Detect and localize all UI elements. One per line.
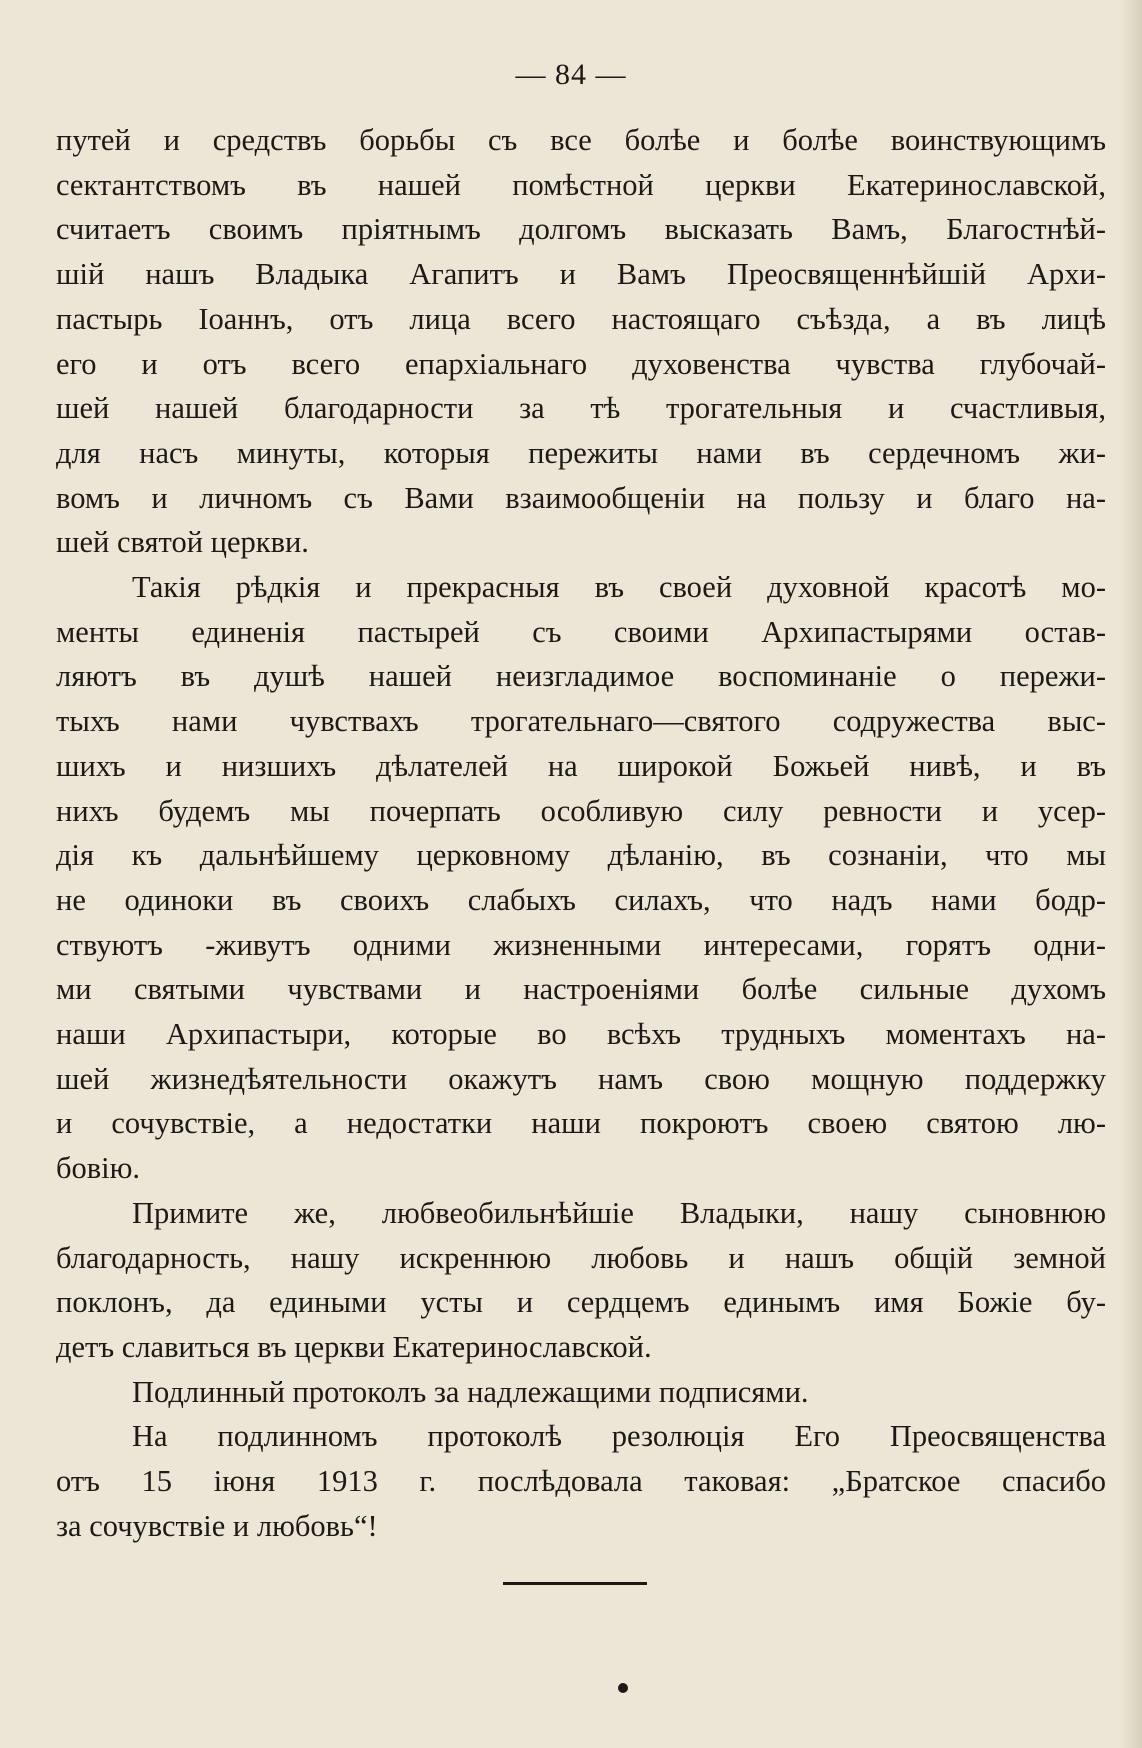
text-line: поклонъ, да едиными усты и сердцемъ единымъ имя Божіе бу-: [56, 1285, 1106, 1320]
text-line: и сочувствіе, а недостатки наши покроютъ своею святою лю-: [56, 1106, 1106, 1141]
text-line: детъ славиться въ церкви Екатеринославской.: [56, 1329, 652, 1364]
text-line: На подлинномъ протоколѣ резолюція Его Преосвященства: [132, 1419, 1106, 1454]
text-line: для насъ минуты, которыя пережиты нами въ сердечномъ жи-: [56, 435, 1106, 470]
text-line: его и отъ всего епархіальнаго духовенства чувства глубочай-: [56, 346, 1106, 381]
ornament-dot: [618, 1683, 628, 1693]
text-line: сектантствомъ въ нашей помѣстной церкви Екатеринославской,: [56, 167, 1106, 202]
text-line: шей жизнедѣятельности окажутъ намъ свою мощную поддержку: [56, 1061, 1106, 1096]
text-line: не одиноки въ своихъ слабыхъ силахъ, что надъ нами бодр-: [56, 882, 1106, 917]
closing-rule: [503, 1582, 647, 1585]
text-line: вомъ и личномъ съ Вами взаимообщеніи на пользу и благо на-: [56, 480, 1106, 515]
text-line: дія къ дальнѣйшему церковному дѣланію, въ сознаніи, что мы: [56, 838, 1106, 873]
text-line: наши Архипастыри, которые во всѣхъ трудныхъ моментахъ на-: [56, 1017, 1106, 1052]
page-number: — 84 —: [515, 58, 627, 91]
text-line: шихъ и низшихъ дѣлателей на широкой Божьей нивѣ, и въ: [56, 748, 1106, 783]
text-line: считаетъ своимъ пріятнымъ долгомъ высказать Вамъ, Благостнѣй-: [56, 212, 1106, 247]
text-line: ляютъ въ душѣ нашей неизгладимое воспоминаніе о пережи-: [56, 659, 1106, 694]
body-text: [56, 118, 1106, 1549]
text-line: шей святой церкви.: [56, 525, 309, 560]
text-line: Примите же, любвеобильнѣйшіе Владыки, нашу сыновнюю: [132, 1195, 1106, 1230]
text-line: менты единенія пастырей съ своими Архипастырями остав-: [56, 614, 1106, 649]
text-line: ствуютъ -живутъ одними жизненными интересами, горятъ одни-: [56, 927, 1106, 962]
text-line: путей и средствъ борьбы съ все болѣе и болѣе воинствующимъ: [56, 123, 1106, 157]
text-line: за сочувствіе и любовь“!: [56, 1508, 378, 1543]
page-edge-shadow: [1120, 0, 1142, 1748]
text-line: нихъ будемъ мы почерпать особливую силу ревности и усер-: [56, 793, 1106, 828]
text-line: благодарность, нашу искреннюю любовь и нашъ общій земной: [56, 1240, 1106, 1275]
text-line: шій нашъ Владыка Агапитъ и Вамъ Преосвященнѣйшій Архи-: [56, 257, 1106, 292]
text-line: тыхъ нами чувствахъ трогательнаго—святого содружества выс-: [56, 704, 1106, 739]
text-line: шей нашей благодарности за тѣ трогательныя и счастливыя,: [56, 391, 1106, 426]
text-line: пастырь Іоаннъ, отъ лица всего настоящаго съѣзда, а въ лицѣ: [56, 301, 1106, 336]
text-line: бовію.: [56, 1151, 141, 1186]
text-line: Подлинный протоколъ за надлежащими подписями.: [132, 1374, 809, 1409]
text-line: ми святыми чувствами и настроеніями болѣе сильные духомъ: [56, 972, 1106, 1007]
text-line: Такія рѣдкія и прекрасныя въ своей духовной красотѣ мо-: [132, 570, 1106, 605]
text-line: отъ 15 іюня 1913 г. послѣдовала таковая: „Братское спасибо: [56, 1464, 1106, 1499]
